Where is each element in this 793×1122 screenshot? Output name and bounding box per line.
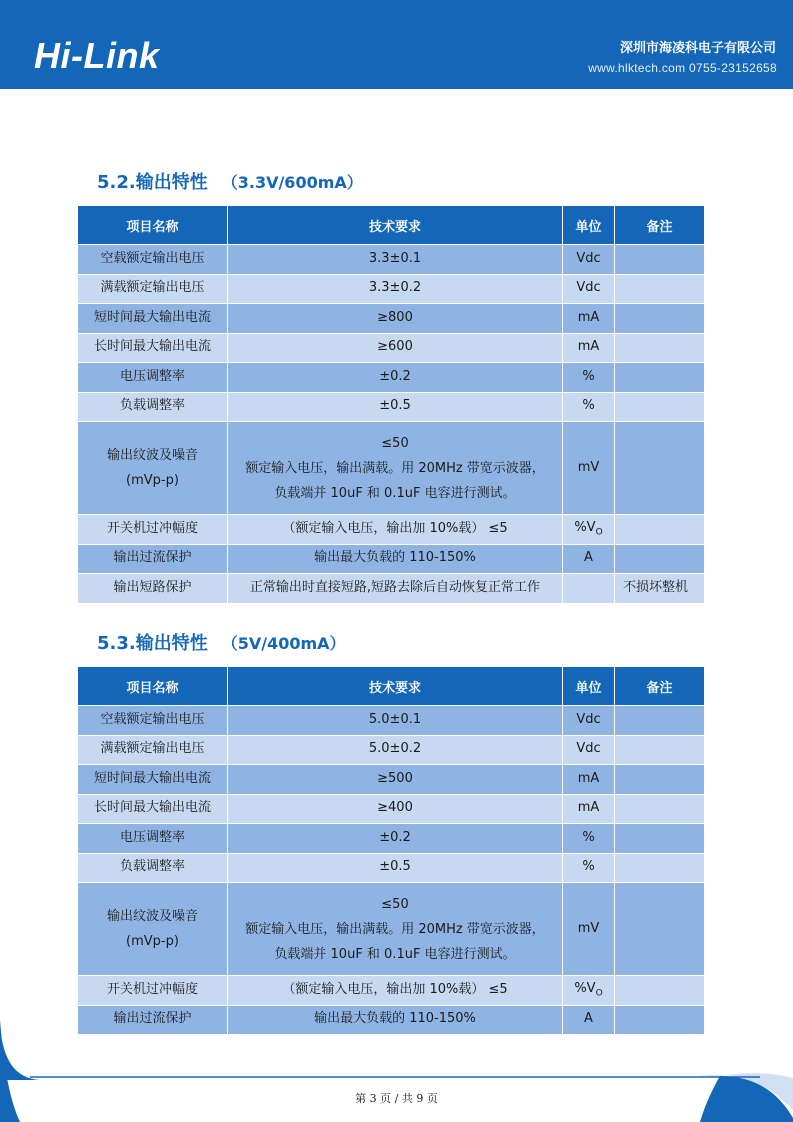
cell-name: 负载调整率 — [78, 392, 228, 422]
table-row — [78, 976, 705, 1006]
table-row — [78, 765, 705, 795]
output-spec-table-3v3 — [77, 205, 705, 604]
ripple-spec-line2: 额定输入电压，输出满载。用 20MHz 带宽示波器， — [245, 460, 545, 476]
ripple-name-line2: (mVp-p) — [126, 934, 179, 949]
cell-spec: 5.0±0.1 — [228, 706, 563, 736]
cell-spec: ≥500 — [228, 765, 563, 795]
output-spec-table-5v — [77, 666, 705, 1035]
header-unit: 单位 — [563, 206, 615, 245]
table-row-ripple — [78, 883, 705, 976]
page-number: 第 3 页 / 共 9 页 — [355, 1092, 438, 1105]
header-item-name: 项目名称 — [78, 206, 228, 245]
cell-unit: mV — [563, 422, 615, 515]
ripple-spec-line1: ≤50 — [381, 435, 409, 451]
table-row — [78, 735, 705, 765]
cell-unit: % — [563, 363, 615, 393]
cell-name: 长时间最大输出电流 — [78, 794, 228, 824]
ripple-spec-line1: ≤50 — [381, 896, 409, 912]
company-name: 深圳市海凌科电子有限公司 — [619, 41, 776, 56]
cell-name: 输出短路保护 — [78, 574, 228, 604]
section-title-5-2 — [97, 168, 363, 194]
cell-name: 负载调整率 — [78, 853, 228, 883]
cell-unit: A — [563, 544, 615, 574]
cell-unit: % — [563, 824, 615, 854]
cell-name: 开关机过冲幅度 — [78, 976, 228, 1006]
section-title-text: 5.2.输出特性 — [97, 172, 208, 193]
cell-name: 电压调整率 — [78, 363, 228, 393]
cell-unit: mA — [563, 765, 615, 795]
table-row — [78, 794, 705, 824]
cell-spec: 3.3±0.1 — [228, 245, 563, 275]
cell-spec: ±0.2 — [228, 363, 563, 393]
cell-spec: ≥400 — [228, 794, 563, 824]
table-header-row — [78, 206, 705, 245]
cell-note — [615, 706, 705, 736]
cell-spec — [228, 422, 563, 515]
cell-note — [615, 274, 705, 304]
ripple-spec-line3: 负载端并 10uF 和 0.1uF 电容进行测试。 — [274, 946, 516, 962]
cell-unit: mA — [563, 794, 615, 824]
cell-name — [78, 422, 228, 515]
cell-note — [615, 304, 705, 334]
cell-spec: ±0.2 — [228, 824, 563, 854]
header-note: 备注 — [615, 667, 705, 706]
cell-name: 长时间最大输出电流 — [78, 333, 228, 363]
ripple-spec-line3: 负载端并 10uF 和 0.1uF 电容进行测试。 — [274, 485, 516, 501]
cell-note — [615, 422, 705, 515]
cell-name: 输出过流保护 — [78, 1005, 228, 1035]
cell-note — [615, 333, 705, 363]
cell-unit: $\%V_O$ — [563, 976, 615, 1006]
table-row — [78, 574, 705, 604]
cell-unit: Vdc — [563, 735, 615, 765]
table-row — [78, 363, 705, 393]
cell-unit: mA — [563, 304, 615, 334]
cell-spec: ±0.5 — [228, 392, 563, 422]
table-row — [78, 333, 705, 363]
table-header-row — [78, 667, 705, 706]
cell-unit: mV — [563, 883, 615, 976]
table-row — [78, 392, 705, 422]
page-header — [0, 0, 793, 89]
table-row — [78, 824, 705, 854]
cell-note — [615, 245, 705, 275]
company-logo: Hi-Link — [34, 35, 160, 76]
table-row-ripple — [78, 422, 705, 515]
cell-spec: （额定输入电压，输出加 10%载） ≤5 — [228, 515, 563, 545]
cell-spec — [228, 883, 563, 976]
cell-name: 输出过流保护 — [78, 544, 228, 574]
cell-unit: A — [563, 1005, 615, 1035]
cell-note — [615, 765, 705, 795]
cell-unit: % — [563, 392, 615, 422]
cell-spec: 输出最大负载的 110-150% — [228, 1005, 563, 1035]
cell-name: 开关机过冲幅度 — [78, 515, 228, 545]
ripple-name-line1: 输出纹波及噪音 — [106, 909, 198, 924]
company-contact: www.hlktech.com 0755-23152658 — [588, 61, 777, 75]
cell-note — [615, 735, 705, 765]
ripple-name-line2: (mVp-p) — [126, 473, 179, 488]
header-tech-req: 技术要求 — [228, 206, 563, 245]
cell-name: 满载额定输出电压 — [78, 735, 228, 765]
cell-note — [615, 883, 705, 976]
cell-note — [615, 824, 705, 854]
cell-note — [615, 544, 705, 574]
cell-spec: 3.3±0.2 — [228, 274, 563, 304]
header-tech-req: 技术要求 — [228, 667, 563, 706]
cell-unit: Vdc — [563, 274, 615, 304]
table-row — [78, 853, 705, 883]
table-row — [78, 515, 705, 545]
cell-unit: Vdc — [563, 245, 615, 275]
cell-spec: （额定输入电压，输出加 10%载） ≤5 — [228, 976, 563, 1006]
cell-note — [615, 794, 705, 824]
cell-note — [615, 853, 705, 883]
cell-name: 短时间最大输出电流 — [78, 765, 228, 795]
section-subtitle: （5V/400mA） — [221, 634, 346, 653]
table-row — [78, 245, 705, 275]
cell-name: 满载额定输出电压 — [78, 274, 228, 304]
cell-name: 空载额定输出电压 — [78, 706, 228, 736]
cell-spec: 正常输出时直接短路,短路去除后自动恢复正常工作 — [228, 574, 563, 604]
cell-unit — [563, 574, 615, 604]
section-title-5-3 — [97, 629, 346, 655]
ripple-name-line1: 输出纹波及噪音 — [106, 448, 198, 463]
cell-name: 短时间最大输出电流 — [78, 304, 228, 334]
cell-unit: Vdc — [563, 706, 615, 736]
cell-note — [615, 515, 705, 545]
section-subtitle: （3.3V/600mA） — [221, 173, 363, 192]
table-row — [78, 706, 705, 736]
section-title-text: 5.3.输出特性 — [97, 633, 208, 654]
footer-wave-decoration — [0, 1020, 793, 1122]
cell-unit: mA — [563, 333, 615, 363]
header-note: 备注 — [615, 206, 705, 245]
table-row — [78, 544, 705, 574]
cell-note — [615, 363, 705, 393]
table-row — [78, 304, 705, 334]
cell-spec: ≥800 — [228, 304, 563, 334]
cell-note — [615, 976, 705, 1006]
cell-spec: ±0.5 — [228, 853, 563, 883]
table-row — [78, 274, 705, 304]
cell-spec: ≥600 — [228, 333, 563, 363]
cell-spec: 5.0±0.2 — [228, 735, 563, 765]
cell-unit: $\%V_O$ — [563, 515, 615, 545]
cell-note: 不损坏整机 — [615, 574, 705, 604]
cell-note — [615, 392, 705, 422]
cell-name — [78, 883, 228, 976]
cell-unit: % — [563, 853, 615, 883]
cell-name: 电压调整率 — [78, 824, 228, 854]
header-unit: 单位 — [563, 667, 615, 706]
header-item-name: 项目名称 — [78, 667, 228, 706]
cell-spec: 输出最大负载的 110-150% — [228, 544, 563, 574]
ripple-spec-line2: 额定输入电压，输出满载。用 20MHz 带宽示波器， — [245, 921, 545, 937]
cell-name: 空载额定输出电压 — [78, 245, 228, 275]
